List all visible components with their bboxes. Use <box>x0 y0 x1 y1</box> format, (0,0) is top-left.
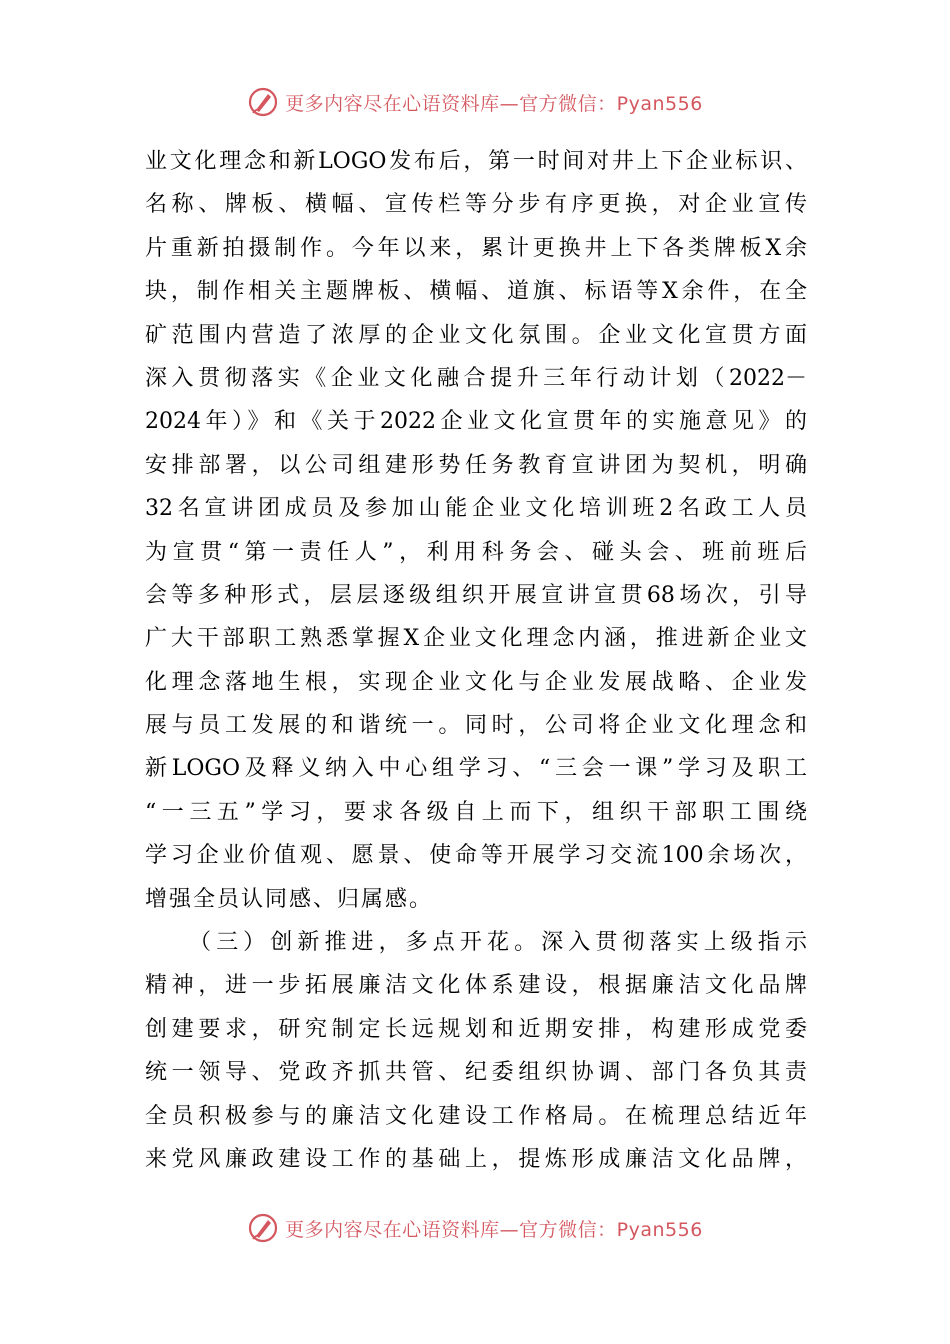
body-line: 块，制作相关主题牌板、横幅、道旗、标语等X余件，在全 <box>145 279 807 305</box>
header-watermark-text: 更多内容尽在心语资料库—官方微信：Pyan556 <box>285 92 703 115</box>
body-line: 增强全员认同感、归属感。 <box>145 886 434 912</box>
body-line: 精神，进一步拓展廉洁文化体系建设，根据廉洁文化品牌 <box>145 973 807 999</box>
body-line: 深入贯彻落实《企业文化融合提升三年行动计划（2022－ <box>145 365 807 391</box>
body-line: 业文化理念和新LOGO发布后，第一时间对井上下企业标识、 <box>145 149 807 174</box>
body-line: 新LOGO及释义纳入中心组学习、“三会一课”学习及职工 <box>145 756 807 782</box>
body-line: 学习企业价值观、愿景、使命等开展学习交流100余场次， <box>145 843 807 869</box>
body-line: 统一领导、党政齐抓共管、纪委组织协调、部门各负其责 <box>145 1060 807 1086</box>
body-line: 2024年）》和《关于2022企业文化宣贯年的实施意见》的 <box>145 409 807 435</box>
body-line: “一三五”学习，要求各级自上而下，组织干部职工围绕 <box>145 799 807 825</box>
footer-watermark <box>0 1212 950 1244</box>
body-line: 32名宣讲团成员及参加山能企业文化培训班2名政工人员 <box>145 496 807 522</box>
quill-logo-icon <box>247 86 279 118</box>
body-line: 创建要求，研究制定长远规划和近期安排，构建形成党委 <box>145 1016 807 1042</box>
body-line: 广大干部职工熟悉掌握X企业文化理念内涵，推进新企业文 <box>145 626 807 652</box>
body-line: 来党风廉政建设工作的基础上，提炼形成廉洁文化品牌， <box>145 1146 807 1172</box>
body-line: 全员积极参与的廉洁文化建设工作格局。在梳理总结近年 <box>145 1103 807 1129</box>
quill-logo-icon <box>247 1212 279 1244</box>
section-heading-line: （三）创新推进，多点开花。深入贯彻落实上级指示 <box>189 930 807 956</box>
body-line: 矿范围内营造了浓厚的企业文化氛围。企业文化宣贯方面 <box>145 322 807 348</box>
body-line: 片重新拍摄制作。今年以来，累计更换井上下各类牌板X余 <box>145 235 807 261</box>
header-watermark <box>0 86 950 118</box>
body-line: 展与员工发展的和谐统一。同时，公司将企业文化理念和 <box>145 713 807 739</box>
body-line: 为宣贯“第一责任人”，利用科务会、碰头会、班前班后 <box>145 539 807 565</box>
body-line: 会等多种形式，层层逐级组织开展宣讲宣贯68场次，引导 <box>145 582 807 608</box>
body-line: 化理念落地生根，实现企业文化与企业发展战略、企业发 <box>145 669 807 695</box>
body-line: 名称、牌板、横幅、宣传栏等分步有序更换，对企业宣传 <box>145 192 807 218</box>
footer-watermark-text: 更多内容尽在心语资料库—官方微信：Pyan556 <box>285 1218 703 1241</box>
body-line: 安排部署，以公司组建形势任务教育宣讲团为契机，明确 <box>145 452 807 478</box>
document-body <box>145 140 807 1181</box>
